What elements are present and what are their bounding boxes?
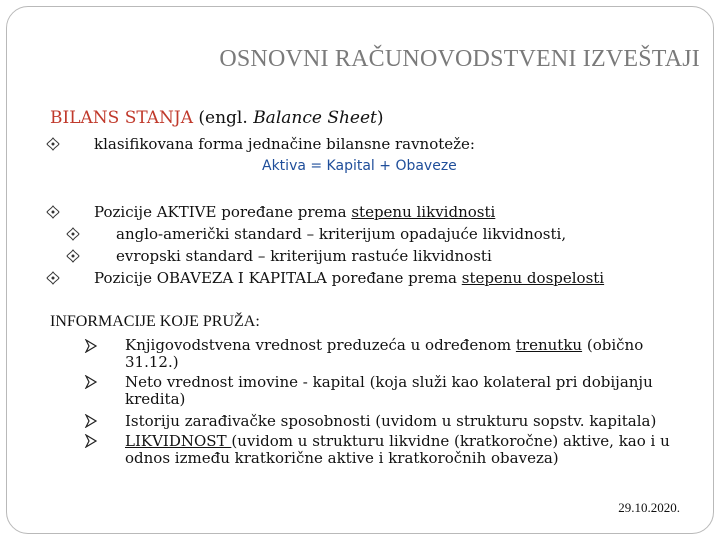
slide-title: OSNOVNI RAČUNOVODSTVENI IZVEŠTAJI (219, 46, 700, 72)
arrow-bullet-icon (84, 414, 98, 428)
balance-equation: Aktiva = Kapital + Obaveze (262, 158, 457, 174)
info-item-earning-history: Istoriju zarađivačke sposobnosti (uvidom u strukturu sopstv. kapitala) (125, 412, 657, 430)
slide-date: 29.10.2020. (618, 500, 680, 515)
flourish-bullet-icon (66, 227, 80, 241)
bullet-anglo-american: anglo-američki standard – kriterijum opadajuće likvidnosti, (66, 224, 566, 244)
bullet-assets-order: Pozicije AKTIVE poređane prema stepenu likvidnosti (46, 202, 495, 222)
flourish-bullet-icon (66, 249, 80, 263)
bullet-classified-form: klasifikovana forma jednačine bilansne ravnoteže: (46, 134, 475, 154)
arrow-bullet-icon (84, 375, 98, 389)
info-item-liquidity: LIKVIDNOST (uvidom u strukturu likvidne (kratkoročne) aktive, kao i u odnos između kratkorične aktive i kratkoročnih obaveza) (125, 432, 670, 467)
balance-sheet-heading-red: BILANS STANJA (50, 108, 193, 128)
information-heading: INFORMACIJE KOJE PRUŽA: (50, 313, 260, 330)
flourish-bullet-icon (46, 271, 60, 285)
info-item-net-value: Neto vrednost imovine - kapital (koja služi kao kolateral pri dobijanju kredita) (125, 373, 653, 408)
arrow-bullet-icon (84, 434, 98, 448)
flourish-bullet-icon (46, 137, 60, 151)
arrow-bullet-icon (84, 339, 98, 353)
balance-sheet-heading: BILANS STANJA (engl. Balance Sheet) (50, 108, 384, 128)
bullet-liabilities-order: Pozicije OBAVEZA I KAPITALA poređane prema stepenu dospelosti (46, 268, 604, 288)
bullet-european: evropski standard – kriterijum rastuće likvidnosti (66, 246, 492, 266)
info-item-book-value: Knjigovodstvena vrednost preduzeća u određenom trenutku (obično 31.12.) (125, 336, 644, 371)
flourish-bullet-icon (46, 205, 60, 219)
